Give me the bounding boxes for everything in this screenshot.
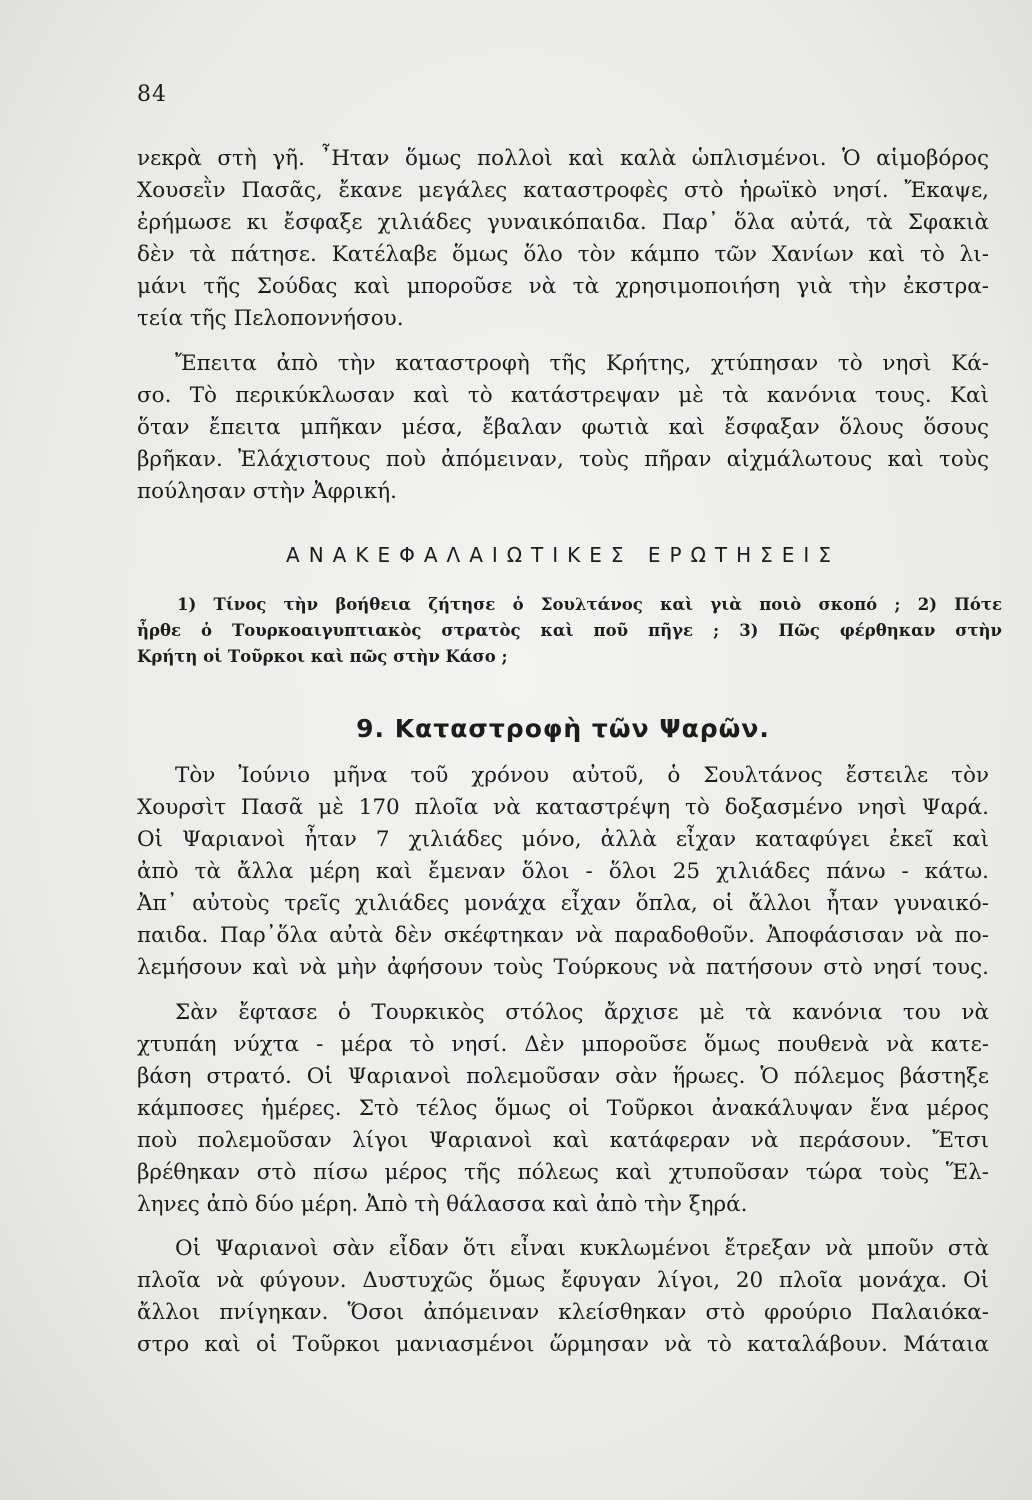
text-line: ποὺ πολεμοῦσαν λίγοι Ψαριανοὶ καὶ κατάφεραν νὰ περάσουν. Ἔτσι [137, 1128, 989, 1153]
text-line: Ἀπ᾿ αὐτοὺς τρεῖς χιλιάδες μονάχα εἶχαν ὅπλα, οἱ ἄλλοι ἦταν γυναικό- [137, 891, 989, 916]
text-line: πλοῖα νὰ φύγουν. Δυστυχῶς ὅμως ἔφυγαν λίγοι, 20 πλοῖα μονάχα. Οἱ [137, 1268, 989, 1293]
question-line: Κρήτη οἱ Τοῦρκοι καὶ πῶς στὴν Κάσο ; [137, 647, 508, 666]
text-line: μάνι τῆς Σούδας καὶ μποροῦσε νὰ τὰ χρησιμοποιήση γιὰ τὴν ἐκστρα- [137, 274, 989, 299]
text-line: ἀπὸ τὰ ἄλλα μέρη καὶ ἔμεναν ὅλοι - ὅλοι 25 χιλιάδες πάνω - κάτω. [137, 859, 989, 884]
text-line: βρέθηκαν στὸ πίσω μέρος τῆς πόλεως καὶ χτυποῦσαν τώρα τοὺς Ἕλ- [137, 1160, 989, 1185]
question-line: ἦρθε ὁ Τουρκοαιγυπτιακὸς στρατὸς καὶ ποῦ πῆγε ; 3) Πῶς φέρθηκαν στὴν [137, 621, 1002, 640]
text-line: σο. Τὸ περικύκλωσαν καὶ τὸ κατάστρεψαν μὲ τὰ κανόνια τους. Καὶ [137, 383, 989, 408]
paragraph-5 [137, 1233, 989, 1361]
text-line: βρῆκαν. Ἐλάχιστους ποὺ ἀπόμειναν, τοὺς πῆραν αἰχμάλωτους καὶ τοὺς [137, 447, 989, 472]
text-line: δὲν τὰ πάτησε. Κατέλαβε ὅμως ὅλο τὸν κάμπο τῶν Χανίων καὶ τὸ λι- [137, 242, 989, 267]
text-line: νεκρὰ στὴ γῆ. ῏Ηταν ὅμως πολλοὶ καὶ καλὰ ὡπλισμένοι. Ὁ αἱμοβόρος [137, 146, 989, 171]
text-line: παιδα. Παρ᾿ὅλα αὐτὰ δὲν σκέφτηκαν νὰ παραδοθοῦν. Ἀποφάσισαν νὰ πο- [137, 923, 989, 948]
text-line: Σὰν ἔφτασε ὁ Τουρκικὸς στόλος ἄρχισε μὲ τὰ κανόνια του νὰ [175, 1000, 989, 1025]
text-line: Οἱ Ψαριανοὶ ἦταν 7 χιλιάδες μόνο, ἀλλὰ εἶχαν καταφύγει ἐκεῖ καὶ [137, 827, 989, 852]
text-line: Χουρσὶτ Πασᾶ μὲ 170 πλοῖα νὰ καταστρέψη τὸ δοξασμένο νησὶ Ψαρά. [137, 795, 989, 820]
paragraph-1 [137, 143, 989, 335]
text-line: τεία τῆς Πελοποννήσου. [137, 306, 404, 331]
text-line: ὅταν ἔπειτα μπῆκαν μέσα, ἔβαλαν φωτιὰ καὶ ἔσφαξαν ὅλους ὅσους [137, 415, 989, 440]
paragraph-3 [137, 760, 989, 984]
paragraph-2 [137, 348, 989, 508]
text-line: χτυπάη νύχτα - μέρα τὸ νησί. Δὲν μποροῦσε ὅμως πουθενὰ νὰ κατε- [137, 1032, 989, 1057]
text-line: Τὸν Ἰούνιο μῆνα τοῦ χρόνου αὐτοῦ, ὁ Σουλτάνος ἔστειλε τὸν [175, 763, 989, 788]
review-questions-heading: ΑΝΑΚΕΦΑΛΑΙΩΤΙΚΕΣ ΕΡΩΤΗΣΕΙΣ [286, 543, 840, 567]
text-line: πούλησαν στὴν Ἀφρική. [137, 479, 397, 504]
text-line: Οἱ Ψαριανοὶ σὰν εἶδαν ὅτι εἶναι κυκλωμένοι ἔτρεξαν νὰ μποῦν στὰ [175, 1236, 989, 1261]
text-line: στρο καὶ οἱ Τοῦρκοι μανιασμένοι ὥρμησαν νὰ τὸ καταλάβουν. Μάταια [137, 1332, 989, 1357]
section-title: 9. Καταστροφὴ τῶν Ψαρῶν. [356, 714, 770, 743]
text-line: ἄλλοι πνίγηκαν. Ὅσοι ἀπόμειναν κλείσθηκαν στὸ φρούριο Παλαιόκα- [137, 1300, 989, 1325]
paragraph-4 [137, 997, 989, 1221]
text-line: λεμήσουν καὶ νὰ μὴν ἀφήσουν τοὺς Τούρκους νὰ πατήσουν στὸ νησί τους. [137, 955, 989, 980]
text-line: ἐρήμωσε κι ἔσφαξε χιλιάδες γυναικόπαιδα. Παρ᾿ ὅλα αὐτά, τὰ Σφακιὰ [137, 210, 989, 235]
text-line: ληνες ἀπὸ δύο μέρη. Ἀπὸ τὴ θάλασσα καὶ ἀπὸ τὴν ξηρά. [137, 1192, 748, 1217]
text-line: βάση στρατό. Οἱ Ψαριανοὶ πολεμοῦσαν σὰν ἥρωες. Ὁ πόλεμος βάστηξε [137, 1064, 989, 1089]
text-line: Ἔπειτα ἀπὸ τὴν καταστροφὴ τῆς Κρήτης, χτύπησαν τὸ νησὶ Κά- [175, 351, 989, 376]
text-line: κάμποσες ἡμέρες. Στὸ τέλος ὅμως οἱ Τοῦρκοι ἀνακάλυψαν ἕνα μέρος [137, 1096, 989, 1121]
question-line: 1) Τίνος τὴν βοήθεια ζήτησε ὁ Σουλτάνος καὶ γιὰ ποιὸ σκοπό ; 2) Πότε [177, 595, 1002, 614]
page-number: 84 [137, 82, 167, 107]
review-questions [137, 592, 1002, 670]
text-line: Χουσεῒν Πασᾶς, ἔκανε μεγάλες καταστροφὲς στὸ ἡρωϊκὸ νησί. Ἔκαψε, [137, 178, 989, 203]
